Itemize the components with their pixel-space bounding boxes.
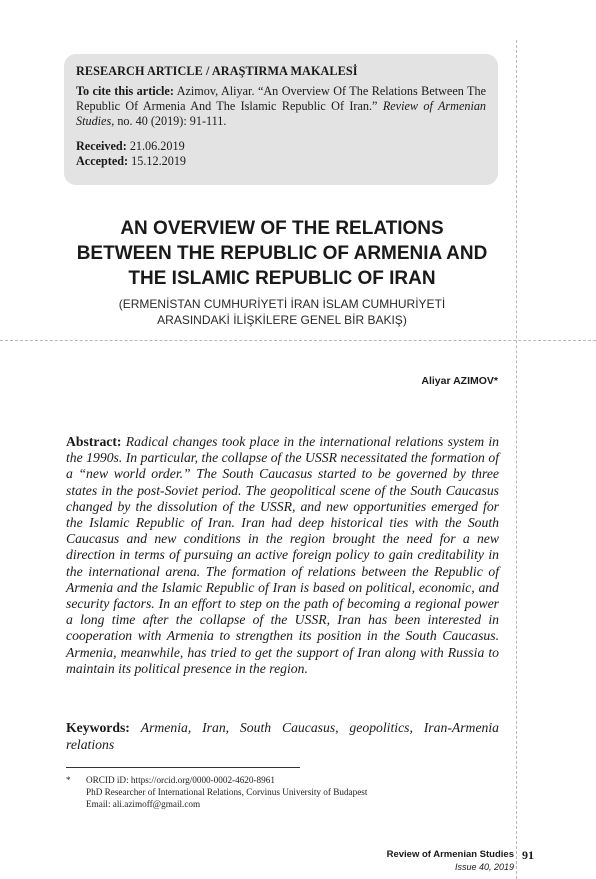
citation-box <box>64 54 498 185</box>
subtitle-line-2: ARASINDAKİ İLİŞKİLERE GENEL BİR BAKIŞ) <box>157 313 407 327</box>
footnote-orcid[interactable]: ORCID iD: https://orcid.org/0000-0002-4620-8961 <box>86 775 275 785</box>
citation-journal: Review of Armenian Studies <box>76 99 487 128</box>
citation-body: Azimov, Aliyar. “An Overview Of The Relations Between The Republic Of Armenia And The Islamic Republic Of Iran.” <box>76 84 487 113</box>
article-type-header: RESEARCH ARTICLE / ARAŞTIRMA MAKALESİ <box>76 64 358 78</box>
abstract-text: Radical changes took place in the international relations system in the 1990s. In particular, the collapse of the USSR necessitated the formation of a “new world order.” The South Caucasus started to be governed by three states in the post-Soviet period. The geopolitical scene of the South Caucasus changed by the dissolution of the USSR, and new opportunities emerged for the Islamic Republic of Iran. Iran had deep historical ties with the South Caucasus and new conditions in the region brought the need for a new direction in terms of pursuing an active foreign policy to gain creditability in the international arena. The formation of relations between the Republic of Armenia and the Islamic Republic of Iran is based on political, economic, and security factors. In an effort to step on the path of becoming a regional power a long time after the collapse of the USSR, Iran has been interested in cooperation with Armenia to strengthen its position in the South Caucasus. Armenia, meanwhile, has tried to get the support of Iran along with Russia to maintain its political presence in the region. <box>66 434 500 676</box>
title-line-2: BETWEEN THE REPUBLIC OF ARMENIA AND <box>76 243 488 264</box>
journal-issue: Issue 40, 2019 <box>454 862 514 872</box>
citation-label: To cite this article: <box>76 84 174 98</box>
keywords <box>66 719 499 753</box>
journal-name: Review of Armenian Studies <box>386 849 514 860</box>
margin-guide-horizontal <box>0 340 596 341</box>
title-line-3: THE ISLAMIC REPUBLIC OF IRAN <box>128 268 436 289</box>
author-name: Aliyar AZIMOV* <box>421 375 498 387</box>
article-subtitle <box>60 296 504 328</box>
keywords-label: Keywords: <box>66 720 130 735</box>
article-title <box>40 216 524 291</box>
keywords-text: Armenia, Iran, South Caucasus, geopolitics, Iran-Armenia relations <box>66 720 500 752</box>
citation-text <box>76 84 486 129</box>
footnote-mark: * <box>66 775 71 785</box>
received-line <box>76 139 486 154</box>
footnote-email[interactable]: Email: ali.azimoff@gmail.com <box>86 799 201 809</box>
accepted-date: 15.12.2019 <box>131 154 187 168</box>
author-footnote <box>66 774 466 810</box>
received-label: Received: <box>76 139 127 153</box>
abstract-label: Abstract: <box>66 434 122 449</box>
journal-footer <box>330 849 514 873</box>
accepted-label: Accepted: <box>76 154 129 168</box>
abstract <box>66 434 499 677</box>
title-line-1: AN OVERVIEW OF THE RELATIONS <box>120 218 444 239</box>
footnote-rule <box>66 767 300 768</box>
margin-guide-vertical <box>516 40 517 879</box>
subtitle-line-1: (ERMENİSTAN CUMHURİYETİ İRAN İSLAM CUMHURİYETİ <box>118 297 446 311</box>
accepted-line <box>76 154 486 169</box>
page-number: 91 <box>522 848 534 862</box>
citation-tail: , no. 40 (2019): 91-111. <box>111 114 227 128</box>
footnote-position: PhD Researcher of International Relations, Corvinus University of Budapest <box>86 787 368 797</box>
received-date: 21.06.2019 <box>129 139 185 153</box>
